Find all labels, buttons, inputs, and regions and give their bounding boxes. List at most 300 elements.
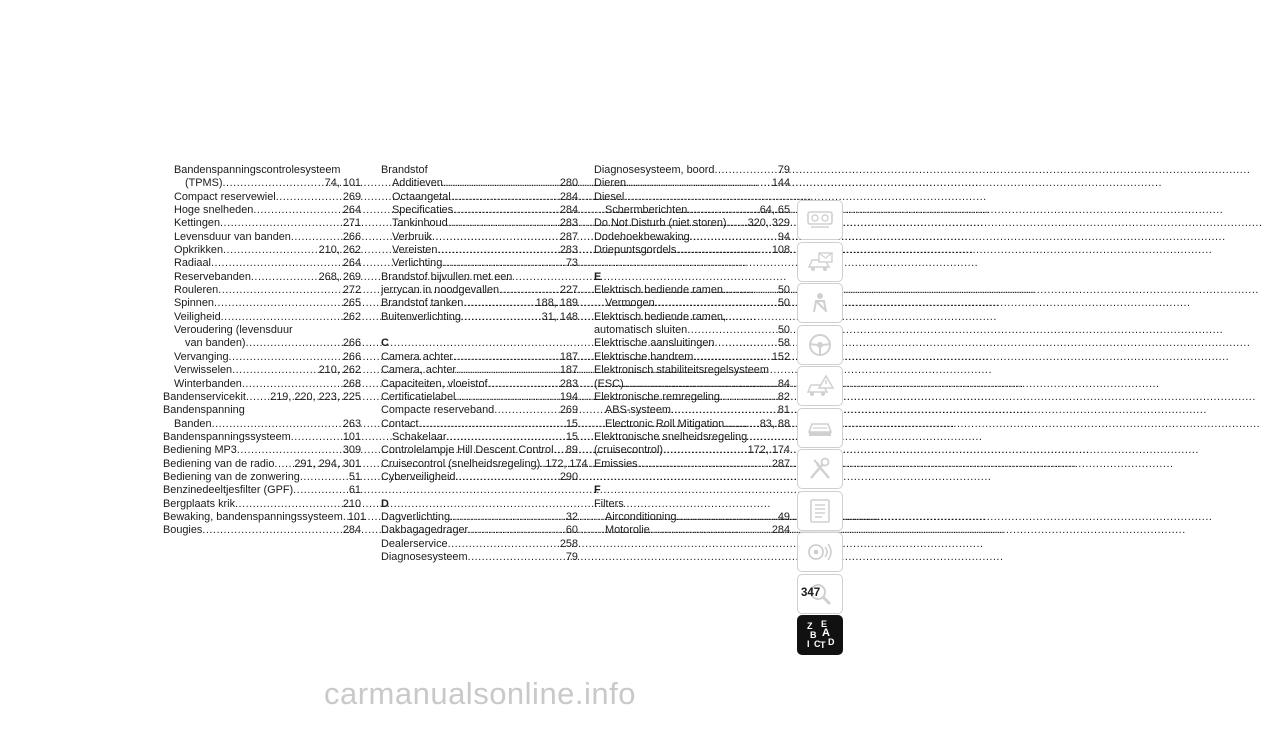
index-entry-pages: 227 bbox=[559, 284, 578, 297]
list-specifications-icon bbox=[805, 498, 835, 524]
index-entry-pages: 287 bbox=[771, 457, 790, 470]
index-entry-pages: 172, 174 bbox=[545, 457, 588, 470]
index-entry-term: Certificatielabel bbox=[381, 390, 456, 403]
index-entry-term: Dieren bbox=[594, 177, 627, 190]
index-entry-term: Elektrisch bediende ramen bbox=[594, 284, 723, 297]
index-column-3 bbox=[594, 164, 790, 538]
index-entry[interactable] bbox=[594, 378, 790, 391]
index-entry-term: Bougies bbox=[163, 524, 203, 537]
index-entry-pages: 266 bbox=[342, 230, 361, 243]
index-entry[interactable] bbox=[381, 391, 578, 404]
index-entry[interactable] bbox=[163, 284, 361, 297]
dot-leader bbox=[251, 271, 318, 284]
index-entry[interactable] bbox=[163, 244, 361, 257]
chapter-tab-getting-to-know[interactable] bbox=[797, 242, 843, 282]
index-entry-term: (ESC) bbox=[594, 377, 624, 390]
index-entry-pages: 280 bbox=[559, 177, 578, 190]
index-entry-pages: 287 bbox=[559, 230, 578, 243]
index-column-2 bbox=[381, 164, 588, 564]
index-entry[interactable] bbox=[381, 538, 578, 551]
index-entry-term: Additieven bbox=[392, 177, 443, 190]
dot-leader bbox=[450, 511, 565, 524]
index-entry-pages: 187 bbox=[559, 350, 578, 363]
dot-leader bbox=[723, 284, 777, 297]
index-entry-term: Verwisselen bbox=[174, 364, 233, 377]
index-entry[interactable] bbox=[163, 418, 361, 431]
dot-leader bbox=[229, 351, 342, 364]
index-entry-pages: 268 bbox=[342, 377, 361, 390]
index-entry-pages: 89 bbox=[565, 444, 578, 457]
chapter-tab-starting-operating[interactable] bbox=[797, 325, 843, 365]
index-entry[interactable] bbox=[594, 297, 790, 310]
index-entry-term: Motorolie bbox=[605, 524, 650, 537]
index-entry-pages: 210, 262 bbox=[318, 364, 361, 377]
steering-wheel-icon bbox=[805, 332, 835, 358]
chapter-tab-maintenance[interactable] bbox=[797, 449, 843, 489]
index-entry-term: jerrycan in noodgevallen bbox=[381, 284, 500, 297]
index-entry[interactable] bbox=[163, 351, 361, 364]
index-entry-term: Octaangetal bbox=[392, 190, 451, 203]
index-entry-term: van banden) bbox=[185, 337, 246, 350]
index-entry-term: Schakelaar bbox=[392, 430, 447, 443]
index-entry[interactable] bbox=[594, 177, 790, 190]
index-entry-pages: 188, 189 bbox=[535, 297, 578, 310]
index-entry-term: Radiaal bbox=[174, 257, 211, 270]
dot-leader bbox=[451, 191, 559, 204]
index-entry-pages: 101 bbox=[347, 510, 366, 523]
index-entry-pages: 51 bbox=[348, 470, 361, 483]
index-entry-term: Diagnosesysteem bbox=[381, 550, 468, 563]
index-entry[interactable] bbox=[163, 257, 361, 270]
dot-leader bbox=[499, 284, 559, 297]
index-entry-pages: 210, 262 bbox=[318, 244, 361, 257]
dot-leader bbox=[488, 378, 559, 391]
index-entry-pages: 81 bbox=[777, 404, 790, 417]
dot-leader bbox=[223, 177, 324, 190]
index-entry-heading: Bandenspanning bbox=[163, 404, 245, 417]
dot-leader bbox=[232, 364, 317, 377]
index-entry-pages: 219, 220, 223, 225 bbox=[270, 390, 361, 403]
index-entry-pages: 84 bbox=[777, 377, 790, 390]
index-entry-heading: Brandstof bbox=[381, 164, 428, 176]
index-entry[interactable] bbox=[381, 244, 578, 257]
index-entry[interactable] bbox=[594, 217, 790, 230]
index-spacer bbox=[594, 471, 790, 484]
index-entry-term: Dagverlichting bbox=[381, 510, 451, 523]
dot-leader bbox=[714, 337, 776, 350]
index-letter-heading: E bbox=[594, 270, 602, 283]
index-entry[interactable] bbox=[594, 418, 790, 431]
dot-leader bbox=[274, 458, 293, 471]
dot-leader bbox=[437, 244, 558, 257]
index-entry-pages: 268, 269 bbox=[318, 270, 361, 283]
dot-leader bbox=[293, 484, 348, 497]
index-entry-term: Contact bbox=[381, 417, 419, 430]
dot-leader bbox=[235, 498, 342, 511]
index-entry-pages: 265 bbox=[342, 297, 361, 310]
index-entry[interactable] bbox=[381, 311, 578, 324]
dot-leader bbox=[221, 311, 342, 324]
dot-leader bbox=[443, 177, 559, 190]
index-entry-term: Reservebanden bbox=[174, 270, 251, 283]
index-entry-heading: Veroudering (levensduur bbox=[174, 324, 293, 337]
dot-leader bbox=[220, 217, 342, 230]
index-entry-term: Capaciteiten, vloeistof bbox=[381, 377, 488, 390]
index-entry-pages: 309 bbox=[342, 444, 361, 457]
dot-leader bbox=[291, 231, 342, 244]
dot-leader bbox=[655, 297, 777, 310]
index-entry[interactable] bbox=[594, 524, 790, 537]
dot-leader bbox=[453, 351, 559, 364]
index-entry-pages: 73 bbox=[565, 257, 578, 270]
index-entry-pages: 79 bbox=[777, 164, 790, 176]
index-entry[interactable] bbox=[594, 351, 790, 364]
index-entry-term: (cruisecontrol) bbox=[594, 444, 663, 457]
index-entry[interactable] bbox=[381, 511, 578, 524]
chapter-tab-safety[interactable] bbox=[797, 283, 843, 323]
index-entry-term: Bewaking, bandenspanningssysteem bbox=[163, 510, 343, 523]
index-entry[interactable] bbox=[381, 471, 578, 484]
index-entry-pages: 31, 148 bbox=[541, 310, 578, 323]
index-entry-pages: 210 bbox=[342, 497, 361, 510]
index-spacer bbox=[594, 257, 790, 270]
index-entry[interactable] bbox=[594, 337, 790, 350]
index-entry-term: Kettingen bbox=[174, 217, 221, 230]
index-letter-heading: D bbox=[381, 497, 389, 510]
dot-leader bbox=[202, 524, 341, 537]
dot-leader bbox=[687, 324, 777, 337]
index-entry-term: Bediening van de radio bbox=[163, 457, 275, 470]
index-entry-pages: 269 bbox=[559, 404, 578, 417]
index-entry-heading: Elektrisch bediende ramen, bbox=[594, 310, 726, 323]
index-entry[interactable] bbox=[381, 284, 578, 297]
dot-leader bbox=[246, 391, 269, 404]
index-entry-pages: 283 bbox=[559, 377, 578, 390]
index-entry[interactable] bbox=[381, 457, 588, 471]
index-entry[interactable] bbox=[594, 231, 790, 244]
index-entry-term: Tankinhoud bbox=[392, 217, 448, 230]
index-letter-heading: F bbox=[594, 484, 601, 497]
index-entry[interactable] bbox=[163, 391, 361, 404]
index-entry-pages: 58 bbox=[777, 337, 790, 350]
index-entry-pages: 64, 65 bbox=[759, 204, 790, 217]
index-entry-pages: 94 bbox=[777, 230, 790, 243]
index-entry-pages: 284 bbox=[771, 524, 790, 537]
index-entry[interactable] bbox=[381, 204, 578, 217]
index-spacer bbox=[381, 484, 578, 497]
dot-leader bbox=[468, 524, 565, 537]
dot-leader bbox=[212, 418, 342, 431]
index-entry-heading: Elektronisch stabiliteitsregelsysteem bbox=[594, 364, 769, 377]
index-entry[interactable] bbox=[381, 551, 578, 564]
chapter-tab-dashboard[interactable] bbox=[797, 200, 843, 240]
page-number: 347 bbox=[801, 587, 821, 599]
dot-leader bbox=[494, 404, 559, 417]
index-entry[interactable] bbox=[381, 257, 578, 270]
index-entry[interactable] bbox=[163, 337, 361, 350]
dot-leader bbox=[720, 391, 777, 404]
index-entry[interactable] bbox=[163, 444, 361, 457]
car-envelope-icon bbox=[805, 249, 835, 275]
index-entry[interactable] bbox=[594, 324, 790, 337]
dot-leader bbox=[671, 404, 777, 417]
dot-leader bbox=[448, 538, 559, 551]
index-entry-term: Brandstof tanken bbox=[381, 297, 464, 310]
index-entry-pages: 291, 294, 301 bbox=[294, 457, 361, 470]
dot-leader bbox=[727, 217, 747, 230]
car-service-icon bbox=[805, 415, 835, 441]
index-entry-pages: 61 bbox=[348, 484, 361, 497]
index-entry[interactable] bbox=[163, 204, 361, 217]
index-entry-pages: 50 bbox=[777, 297, 790, 310]
chapter-tab-service[interactable] bbox=[797, 408, 843, 448]
index-entry-pages: 144 bbox=[771, 177, 790, 190]
index-entry[interactable] bbox=[381, 364, 578, 377]
dot-leader bbox=[223, 244, 318, 257]
dot-leader bbox=[432, 231, 559, 244]
index-entry[interactable] bbox=[381, 431, 578, 444]
index-entry-pages: 283 bbox=[559, 217, 578, 230]
index-entry-pages: 290 bbox=[559, 470, 578, 483]
index-entry[interactable] bbox=[163, 471, 361, 484]
chapter-tab-multimedia[interactable] bbox=[797, 532, 843, 572]
index-entry[interactable] bbox=[163, 510, 366, 524]
index-entry[interactable] bbox=[381, 418, 578, 431]
index-entry-term: Schermberichten bbox=[605, 204, 688, 217]
index-entry[interactable] bbox=[163, 177, 361, 190]
index-entry[interactable] bbox=[594, 164, 790, 177]
index-entry-pages: 266 bbox=[342, 350, 361, 363]
index-entry[interactable] bbox=[163, 297, 361, 310]
index-entry-heading: Bandenspanningscontrolesysteem bbox=[174, 164, 341, 176]
index-entry-term: ABS-systeem bbox=[605, 404, 671, 417]
index-entry-term: Levensduur van banden bbox=[174, 230, 291, 243]
index-entry-pages: 258 bbox=[559, 537, 578, 550]
dot-leader bbox=[456, 364, 559, 377]
dot-leader bbox=[624, 378, 777, 391]
index-entry-term: Compacte reserveband bbox=[381, 404, 495, 417]
index-entry-term: Elektrische handrem bbox=[594, 350, 694, 363]
index-entry-term: automatisch sluiten bbox=[594, 324, 688, 337]
dot-leader bbox=[650, 524, 771, 537]
index-entry-pages: 101 bbox=[342, 430, 361, 443]
index-entry-term: Rouleren bbox=[174, 284, 219, 297]
index-letter-heading: C bbox=[381, 337, 389, 350]
index-entry-term: Spinnen bbox=[174, 297, 214, 310]
alphabet-index-icon: Z E B A I C T D bbox=[807, 619, 835, 650]
index-entry[interactable] bbox=[381, 177, 578, 190]
dot-leader bbox=[455, 471, 558, 484]
index-entry-pages: 284 bbox=[559, 190, 578, 203]
dot-leader bbox=[453, 204, 559, 217]
index-entry-term: Winterbanden bbox=[174, 377, 242, 390]
index-entry-term: Compact reservewiel bbox=[174, 190, 276, 203]
index-entry-pages: 284 bbox=[559, 204, 578, 217]
index-entry[interactable] bbox=[381, 351, 578, 364]
dot-leader bbox=[211, 257, 342, 270]
index-entry-term: Controlelampje Hill Descent Control bbox=[381, 444, 554, 457]
index-entry-term: Cyberveiligheid bbox=[381, 470, 456, 483]
index-entry-pages: 50 bbox=[777, 324, 790, 337]
dot-leader bbox=[554, 444, 565, 457]
index-spacer bbox=[381, 324, 578, 337]
index-entry-pages: 172, 174 bbox=[747, 444, 790, 457]
index-entry-pages: 264 bbox=[342, 257, 361, 270]
index-entry-pages: 15 bbox=[565, 417, 578, 430]
index-entry-term: Vervanging bbox=[174, 350, 229, 363]
dot-leader bbox=[690, 231, 777, 244]
index-entry-term: (TPMS) bbox=[185, 177, 223, 190]
dot-leader bbox=[447, 431, 565, 444]
index-entry[interactable] bbox=[594, 391, 790, 404]
dot-leader bbox=[300, 471, 348, 484]
index-entry[interactable] bbox=[594, 511, 790, 524]
dot-leader bbox=[693, 351, 771, 364]
index-entry[interactable] bbox=[594, 404, 790, 417]
index-entry-term: Banden bbox=[174, 417, 212, 430]
watermark: carmanualsonline.info bbox=[323, 676, 637, 711]
index-entry-term: Diagnosesysteem, boord bbox=[594, 164, 715, 176]
index-entry-term: Emissies bbox=[594, 457, 638, 470]
dot-leader bbox=[442, 257, 565, 270]
index-entry-pages: 263 bbox=[342, 417, 361, 430]
dot-leader bbox=[242, 378, 342, 391]
index-entry-term: Vermogen bbox=[605, 297, 655, 310]
index-entry[interactable] bbox=[163, 217, 361, 230]
index-entry-term: Electronic Roll Mitigation bbox=[605, 417, 725, 430]
index-entry-term: Dealerservice bbox=[381, 537, 448, 550]
dot-leader bbox=[463, 297, 534, 310]
index-entry-term: Camera, achter bbox=[381, 364, 457, 377]
dot-leader bbox=[468, 551, 565, 564]
index-entry-pages: 284 bbox=[342, 524, 361, 537]
index-entry-term: Hoge snelheden bbox=[174, 204, 254, 217]
index-entry[interactable] bbox=[163, 191, 361, 204]
index-entry-term: Buitenverlichting bbox=[381, 310, 461, 323]
index-entry[interactable] bbox=[163, 231, 361, 244]
index-entry-pages: 283 bbox=[559, 244, 578, 257]
index-entry[interactable] bbox=[594, 444, 790, 457]
dot-leader bbox=[253, 204, 342, 217]
index-entry-term: Driepuntsgordels bbox=[594, 244, 677, 257]
chapter-tab-specifications[interactable] bbox=[797, 491, 843, 531]
index-column-1 bbox=[163, 164, 366, 538]
index-entry[interactable] bbox=[594, 458, 790, 471]
index-entry-pages: 74, 101 bbox=[324, 177, 361, 190]
index-entry[interactable] bbox=[381, 191, 578, 204]
index-entry-pages: 194 bbox=[559, 390, 578, 403]
index-entry-term: Bandenservicekit bbox=[163, 390, 246, 403]
index-entry-heading: Brandstof bijvullen met een bbox=[381, 270, 513, 283]
index-entry-pages: 50 bbox=[777, 284, 790, 297]
index-entry[interactable] bbox=[163, 431, 361, 444]
index-entry-term: Opkrikken bbox=[174, 244, 224, 257]
index-entry-pages: 32 bbox=[565, 510, 578, 523]
index-entry-term: Bandenspanningssysteem bbox=[163, 430, 291, 443]
dot-leader bbox=[687, 204, 758, 217]
index-entry[interactable] bbox=[381, 404, 578, 417]
index-entry-term: Verbruik bbox=[392, 230, 432, 243]
index-entry[interactable] bbox=[163, 524, 361, 537]
dot-leader bbox=[676, 511, 776, 524]
audio-controls-icon bbox=[805, 539, 835, 565]
index-entry-pages: 271 bbox=[342, 217, 361, 230]
car-seatbelt-icon bbox=[805, 290, 835, 316]
index-entry-pages: 49 bbox=[777, 510, 790, 523]
index-entry-term: Verlichting bbox=[392, 257, 443, 270]
dot-leader bbox=[455, 391, 558, 404]
index-entry-pages: 269 bbox=[342, 190, 361, 203]
index-entry[interactable] bbox=[163, 484, 361, 497]
index-entry-pages: 264 bbox=[342, 204, 361, 217]
dot-leader bbox=[448, 217, 559, 230]
index-entry[interactable] bbox=[381, 217, 578, 230]
index-entry-pages: 79 bbox=[565, 550, 578, 563]
index-entry-pages: 187 bbox=[559, 364, 578, 377]
index-entry-pages: 266 bbox=[342, 337, 361, 350]
index-entry[interactable] bbox=[381, 378, 578, 391]
index-entry[interactable] bbox=[163, 458, 361, 471]
dot-leader bbox=[218, 284, 342, 297]
dot-leader bbox=[638, 458, 771, 471]
index-entry-heading: Elektronische snelheidsregeling bbox=[594, 430, 748, 443]
dot-leader bbox=[237, 444, 342, 457]
index-entry-pages: 152 bbox=[771, 350, 790, 363]
index-entry[interactable] bbox=[163, 498, 361, 511]
car-tools-icon bbox=[805, 456, 835, 482]
dot-leader bbox=[214, 297, 342, 310]
index-entry[interactable] bbox=[381, 444, 578, 457]
index-entry-term: Camera achter bbox=[381, 350, 454, 363]
index-entry-term: Bediening van de zonwering bbox=[163, 470, 300, 483]
dot-leader bbox=[724, 418, 758, 431]
index-entry-term: Dodehoekbewaking bbox=[594, 230, 690, 243]
index-entry[interactable] bbox=[594, 284, 790, 297]
index-entry[interactable] bbox=[594, 244, 790, 257]
dot-leader bbox=[419, 418, 565, 431]
dot-leader bbox=[626, 177, 771, 190]
index-entry-term: Vereisten bbox=[392, 244, 438, 257]
index-entry[interactable] bbox=[163, 364, 361, 377]
dot-leader bbox=[291, 431, 342, 444]
dot-leader bbox=[663, 444, 747, 457]
index-entry-pages: 108 bbox=[771, 244, 790, 257]
index-entry[interactable] bbox=[381, 231, 578, 244]
dot-leader bbox=[246, 337, 342, 350]
index-entry[interactable] bbox=[594, 204, 790, 217]
dot-leader bbox=[461, 311, 541, 324]
index-entry[interactable] bbox=[381, 524, 578, 537]
chapter-tab-index[interactable] bbox=[797, 615, 843, 655]
dot-leader bbox=[676, 244, 770, 257]
index-entry[interactable] bbox=[163, 378, 361, 391]
index-entry-heading: Filters bbox=[594, 497, 624, 510]
index-entry[interactable] bbox=[381, 297, 578, 310]
index-entry-term: Bediening MP3 bbox=[163, 444, 237, 457]
chapter-tab-emergency[interactable] bbox=[797, 366, 843, 406]
index-entry-term: Cruisecontrol (snelheidsregeling) bbox=[381, 457, 541, 470]
index-entry-term: Do Not Disturb (niet storen) bbox=[594, 217, 727, 230]
index-entry-term: Bergplaats krik bbox=[163, 497, 236, 510]
index-entry[interactable] bbox=[163, 311, 361, 324]
index-entry-term: Specificaties bbox=[392, 204, 454, 217]
index-entry-term: Airconditioning bbox=[605, 510, 677, 523]
dot-leader bbox=[276, 191, 342, 204]
index-entry-term: Elektronische remregeling bbox=[594, 390, 720, 403]
index-entry-pages: 60 bbox=[565, 524, 578, 537]
index-entry[interactable] bbox=[163, 271, 361, 284]
index-entry-pages: 272 bbox=[342, 284, 361, 297]
